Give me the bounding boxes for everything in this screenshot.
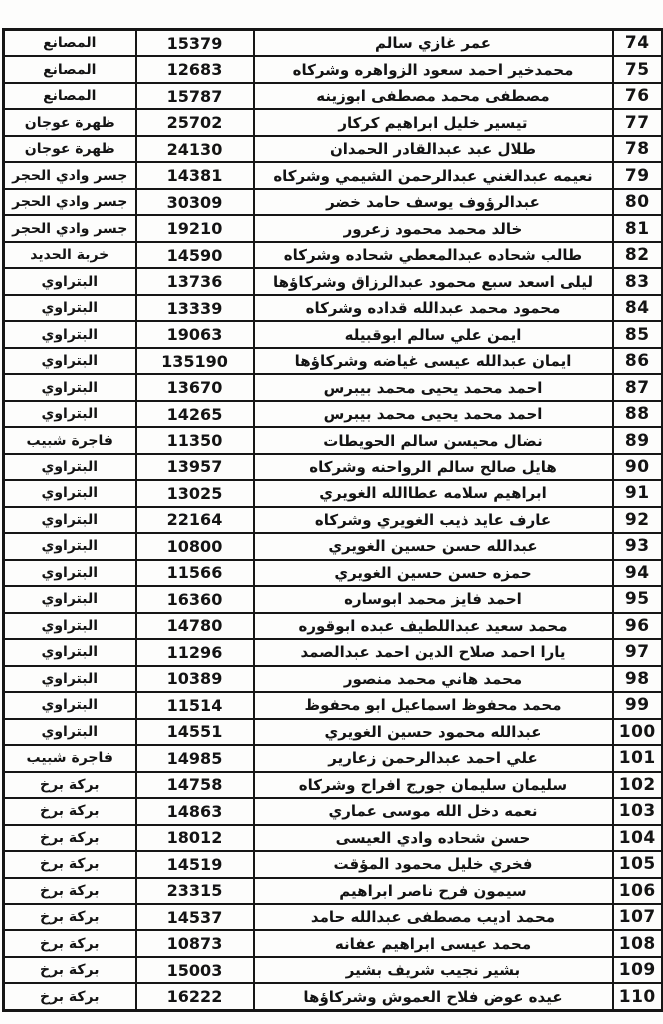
row-number-cell: 105: [613, 851, 663, 877]
row-number-cell: 88: [613, 401, 663, 427]
row-number-cell: 85: [613, 321, 663, 347]
row-number-cell: 99: [613, 692, 663, 718]
row-number-cell: 87: [613, 374, 663, 400]
location-cell: بركة برخ: [4, 930, 136, 956]
row-number-cell: 95: [613, 586, 663, 612]
name-cell: احمد محمد يحيى محمد بيبرس: [254, 401, 613, 427]
name-cell: طالب شحاده عبدالمعطي شحاده وشركاه: [254, 242, 613, 268]
row-number-cell: 82: [613, 242, 663, 268]
table-row: [4, 719, 663, 745]
row-number-cell: 102: [613, 772, 663, 798]
name-cell: عبدالله حسن حسين الغويري: [254, 533, 613, 559]
name-cell: محمد هاني محمد منصور: [254, 666, 613, 692]
location-cell: بركة برخ: [4, 904, 136, 930]
table-row: [4, 374, 663, 400]
table-row: [4, 745, 663, 771]
location-cell: المصانع: [4, 83, 136, 109]
registration-number-cell: 10873: [136, 930, 254, 956]
location-cell: المصانع: [4, 30, 136, 57]
row-number-cell: 80: [613, 189, 663, 215]
location-cell: جسر وادي الحجر: [4, 189, 136, 215]
row-number-cell: 78: [613, 136, 663, 162]
name-cell: احمد فايز محمد ابوساره: [254, 586, 613, 612]
registration-number-cell: 11296: [136, 639, 254, 665]
name-cell: مصطفى محمد مصطفى ابوزينه: [254, 83, 613, 109]
row-number-cell: 108: [613, 930, 663, 956]
location-cell: البتراوي: [4, 374, 136, 400]
name-cell: يارا احمد صلاح الدين احمد عبدالصمد: [254, 639, 613, 665]
location-cell: البتراوي: [4, 348, 136, 374]
location-cell: البتراوي: [4, 295, 136, 321]
registration-number-cell: 14519: [136, 851, 254, 877]
row-number-cell: 98: [613, 666, 663, 692]
table-row: [4, 666, 663, 692]
name-cell: سليمان سليمان جورج افراح وشركاه: [254, 772, 613, 798]
location-cell: بركة برخ: [4, 798, 136, 824]
row-number-cell: 91: [613, 480, 663, 506]
location-cell: البتراوي: [4, 401, 136, 427]
registration-number-cell: 13957: [136, 454, 254, 480]
name-cell: محمود محمد عبدالله قداده وشركاه: [254, 295, 613, 321]
registration-number-cell: 15787: [136, 83, 254, 109]
row-number-cell: 90: [613, 454, 663, 480]
table-row: [4, 162, 663, 188]
location-cell: البتراوي: [4, 613, 136, 639]
table-row: [4, 851, 663, 877]
registration-number-cell: 18012: [136, 825, 254, 851]
row-number-cell: 97: [613, 639, 663, 665]
row-number-cell: 77: [613, 109, 663, 135]
location-cell: بركة برخ: [4, 957, 136, 983]
name-cell: ابراهيم سلامه عطاالله الغويري: [254, 480, 613, 506]
name-cell: محمد اديب مصطفى عبدالله حامد: [254, 904, 613, 930]
table-row: [4, 109, 663, 135]
registration-number-cell: 10800: [136, 533, 254, 559]
name-cell: محمدخير احمد سعود الزواهره وشركاه: [254, 56, 613, 82]
registration-number-cell: 25702: [136, 109, 254, 135]
row-number-cell: 86: [613, 348, 663, 374]
location-cell: البتراوي: [4, 507, 136, 533]
location-cell: البتراوي: [4, 692, 136, 718]
name-cell: حسن شحاده وادي العيسى: [254, 825, 613, 851]
row-number-cell: 96: [613, 613, 663, 639]
table-row: [4, 427, 663, 453]
name-cell: محمد سعيد عبداللطيف عبده ابوقوره: [254, 613, 613, 639]
table-row: [4, 83, 663, 109]
name-cell: حمزه حسن حسين الغويري: [254, 560, 613, 586]
registration-number-cell: 12683: [136, 56, 254, 82]
location-cell: البتراوي: [4, 719, 136, 745]
row-number-cell: 100: [613, 719, 663, 745]
location-cell: البتراوي: [4, 480, 136, 506]
name-cell: خالد محمد محمود زعرور: [254, 215, 613, 241]
location-cell: جسر وادي الحجر: [4, 215, 136, 241]
registration-number-cell: 135190: [136, 348, 254, 374]
registration-number-cell: 11350: [136, 427, 254, 453]
table-row: [4, 798, 663, 824]
table-row: [4, 56, 663, 82]
registration-number-cell: 15003: [136, 957, 254, 983]
table-row: [4, 268, 663, 294]
registration-number-cell: 11514: [136, 692, 254, 718]
location-cell: بركة برخ: [4, 983, 136, 1010]
registry-table: [2, 28, 663, 1012]
registration-number-cell: 10389: [136, 666, 254, 692]
location-cell: البتراوي: [4, 586, 136, 612]
location-cell: ظهرة عوجان: [4, 136, 136, 162]
location-cell: البتراوي: [4, 454, 136, 480]
registration-number-cell: 13339: [136, 295, 254, 321]
location-cell: بركة برخ: [4, 851, 136, 877]
registration-number-cell: 13025: [136, 480, 254, 506]
registration-number-cell: 14758: [136, 772, 254, 798]
table-row: [4, 136, 663, 162]
location-cell: خربة الحديد: [4, 242, 136, 268]
registration-number-cell: 13670: [136, 374, 254, 400]
name-cell: علي احمد عبدالرحمن زعارير: [254, 745, 613, 771]
table-row: [4, 401, 663, 427]
name-cell: ايمن علي سالم ابوقبيله: [254, 321, 613, 347]
row-number-cell: 94: [613, 560, 663, 586]
table-body: [4, 30, 663, 1011]
table-row: [4, 533, 663, 559]
row-number-cell: 74: [613, 30, 663, 57]
table-row: [4, 560, 663, 586]
name-cell: طلال عبد عبدالقادر الحمدان: [254, 136, 613, 162]
name-cell: بشير نجيب شريف بشير: [254, 957, 613, 983]
table-row: [4, 930, 663, 956]
table-row: [4, 613, 663, 639]
row-number-cell: 106: [613, 878, 663, 904]
location-cell: بركة برخ: [4, 772, 136, 798]
registration-number-cell: 14863: [136, 798, 254, 824]
location-cell: البتراوي: [4, 533, 136, 559]
name-cell: فخري خليل محمود المؤقت: [254, 851, 613, 877]
table-row: [4, 30, 663, 57]
row-number-cell: 109: [613, 957, 663, 983]
registration-number-cell: 14551: [136, 719, 254, 745]
name-cell: عبدالرؤوف يوسف حامد خضر: [254, 189, 613, 215]
row-number-cell: 101: [613, 745, 663, 771]
registration-number-cell: 19063: [136, 321, 254, 347]
row-number-cell: 84: [613, 295, 663, 321]
name-cell: عمر غازي سالم: [254, 30, 613, 57]
name-cell: سيمون فرح ناصر ابراهيم: [254, 878, 613, 904]
name-cell: ايمان عبدالله عيسى غياضه وشركاؤها: [254, 348, 613, 374]
location-cell: المصانع: [4, 56, 136, 82]
registration-number-cell: 19210: [136, 215, 254, 241]
row-number-cell: 104: [613, 825, 663, 851]
table-row: [4, 454, 663, 480]
location-cell: البتراوي: [4, 639, 136, 665]
location-cell: بركة برخ: [4, 878, 136, 904]
name-cell: نعيمه عبدالغني عبدالرحمن الشيمي وشركاه: [254, 162, 613, 188]
row-number-cell: 93: [613, 533, 663, 559]
table-row: [4, 692, 663, 718]
table-row: [4, 242, 663, 268]
table-row: [4, 878, 663, 904]
name-cell: تيسير خليل ابراهيم كركار: [254, 109, 613, 135]
location-cell: فاجرة شبيب: [4, 427, 136, 453]
name-cell: نعمه دخل الله موسى عماري: [254, 798, 613, 824]
table-row: [4, 904, 663, 930]
table-row: [4, 639, 663, 665]
row-number-cell: 103: [613, 798, 663, 824]
location-cell: ظهرة عوجان: [4, 109, 136, 135]
name-cell: احمد محمد يحيى محمد بيبرس: [254, 374, 613, 400]
location-cell: البتراوي: [4, 321, 136, 347]
registration-number-cell: 16222: [136, 983, 254, 1010]
registration-number-cell: 14381: [136, 162, 254, 188]
row-number-cell: 89: [613, 427, 663, 453]
registration-number-cell: 22164: [136, 507, 254, 533]
registration-number-cell: 14537: [136, 904, 254, 930]
row-number-cell: 75: [613, 56, 663, 82]
registration-number-cell: 23315: [136, 878, 254, 904]
row-number-cell: 92: [613, 507, 663, 533]
name-cell: عبدالله محمود حسين الغويري: [254, 719, 613, 745]
registration-number-cell: 14985: [136, 745, 254, 771]
table-row: [4, 586, 663, 612]
location-cell: فاجرة شبيب: [4, 745, 136, 771]
registration-number-cell: 16360: [136, 586, 254, 612]
row-number-cell: 81: [613, 215, 663, 241]
table-row: [4, 321, 663, 347]
location-cell: بركة برخ: [4, 825, 136, 851]
table-row: [4, 957, 663, 983]
table-row: [4, 295, 663, 321]
table-row: [4, 189, 663, 215]
name-cell: ليلى اسعد سبع محمود عبدالرزاق وشركاؤها: [254, 268, 613, 294]
location-cell: البتراوي: [4, 560, 136, 586]
name-cell: محمد عيسى ابراهيم عفانه: [254, 930, 613, 956]
table-row: [4, 772, 663, 798]
registration-number-cell: 24130: [136, 136, 254, 162]
table-row: [4, 215, 663, 241]
location-cell: جسر وادي الحجر: [4, 162, 136, 188]
registration-number-cell: 11566: [136, 560, 254, 586]
table-row: [4, 348, 663, 374]
row-number-cell: 83: [613, 268, 663, 294]
table-row: [4, 507, 663, 533]
name-cell: عارف عايد ذيب الغويري وشركاه: [254, 507, 613, 533]
registration-number-cell: 13736: [136, 268, 254, 294]
row-number-cell: 110: [613, 983, 663, 1010]
row-number-cell: 79: [613, 162, 663, 188]
name-cell: محمد محفوظ اسماعيل ابو محفوظ: [254, 692, 613, 718]
table-row: [4, 480, 663, 506]
registration-number-cell: 15379: [136, 30, 254, 57]
table-row: [4, 983, 663, 1010]
row-number-cell: 76: [613, 83, 663, 109]
registration-number-cell: 14265: [136, 401, 254, 427]
name-cell: عيده عوض فلاح العموش وشركاؤها: [254, 983, 613, 1010]
table-row: [4, 825, 663, 851]
name-cell: نضال محيسن سالم الحويطات: [254, 427, 613, 453]
registration-number-cell: 14780: [136, 613, 254, 639]
row-number-cell: 107: [613, 904, 663, 930]
registration-number-cell: 14590: [136, 242, 254, 268]
location-cell: البتراوي: [4, 666, 136, 692]
name-cell: هايل صالح سالم الرواحنه وشركاه: [254, 454, 613, 480]
registration-number-cell: 30309: [136, 189, 254, 215]
location-cell: البتراوي: [4, 268, 136, 294]
